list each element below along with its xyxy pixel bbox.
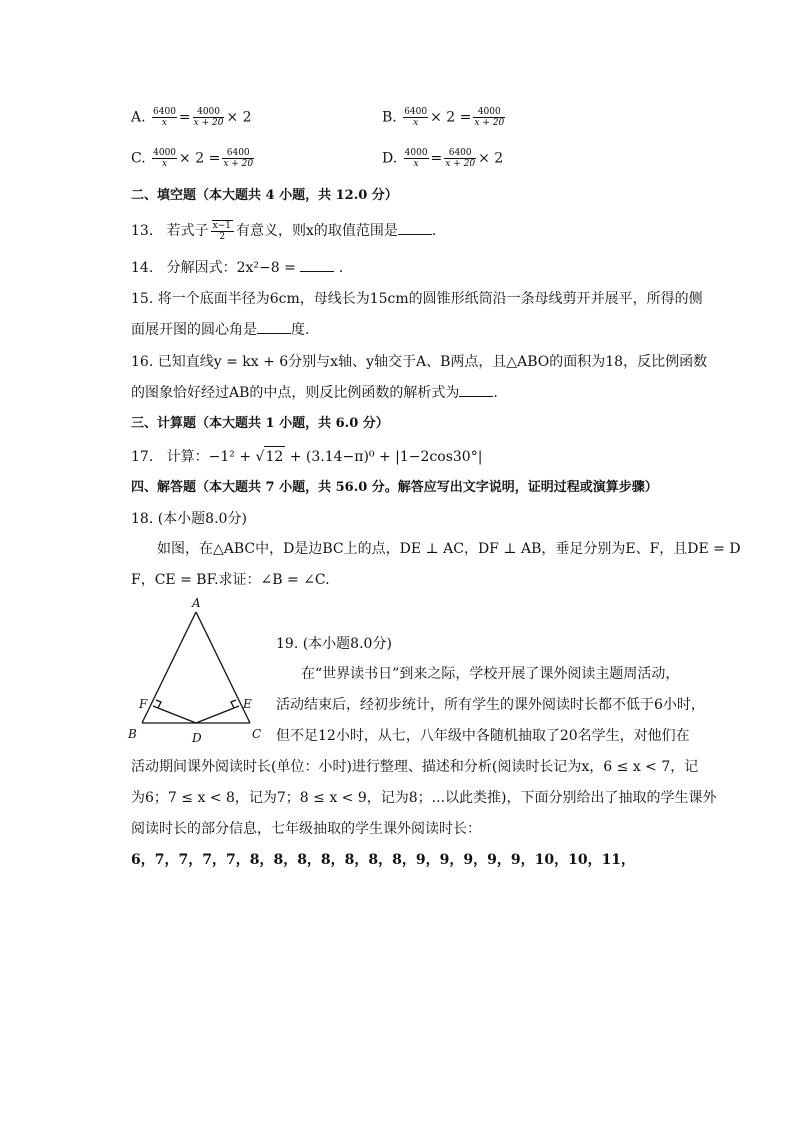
question-19-line5: 为6；7 ≤ x < 8，记为7；8 ≤ x < 9，记为8；...以此类推)，下面分别给出了抽取的学生课外	[131, 790, 717, 806]
question-18-line2: F，CE = BF.求证：∠B = ∠C.	[131, 572, 330, 588]
question-19-data: 6，7，7，7，7，8，8，8，8，8，8，8，9，9，9，9，9，10，10，11，	[131, 852, 636, 868]
vertex-label-d: D	[192, 731, 202, 745]
option-a: A. $\frac{6400}{x}$ = $\frac{4000}{x + 20}$ × 2	[131, 107, 252, 128]
option-c: C. $\frac{4000}{x}$ × 2 = $\frac{6400}{x + 20}$	[131, 148, 254, 169]
question-16-line1: 16. 已知直线y = kx + 6分别与x轴、y轴交于A、B两点，且△ABO的面积为18，反比例函数	[131, 354, 708, 370]
question-19-line2: 活动结束后，经初步统计，所有学生的课外阅读时长都不低于6小时，	[276, 697, 705, 713]
question-17: 17. 计算：−1² + √12 + (3.14−π)⁰ + |1−2cos30°|	[131, 446, 482, 467]
section-heading-fill-blank: 二、填空题（本大题共 4 小题，共 12.0 分）	[131, 188, 398, 203]
question-19-line1: 在“世界读书日”到来之际，学校开展了课外阅读主题周活动，	[301, 666, 680, 682]
vertex-label-b: B	[128, 727, 137, 741]
vertex-label-e: E	[243, 697, 252, 711]
question-19-line4: 活动期间课外阅读时长(单位：小时)进行整理、描述和分析(阅读时长记为x，6 ≤ x < 7，记	[131, 759, 699, 775]
question-15-line1: 15. 将一个底面半径为6cm，母线长为15cm的圆锥形纸筒沿一条母线剪开并展平，所得的侧	[131, 291, 703, 307]
vertex-label-a: A	[192, 596, 201, 610]
question-19-line6: 阅读时长的部分信息，七年级抽取的学生课外阅读时长：	[131, 821, 481, 837]
question-13: 13. 若式子 $\frac{x-1}{2}$ 有意义，则x的取值范围是 .	[131, 221, 437, 242]
question-18-line1: 如图，在△ABC中，D是边BC上的点，DE ⊥ AC，DF ⊥ AB，垂足分别为E、F，且DE = D	[157, 541, 741, 557]
question-16-line2: 的图象恰好经过AB的中点，则反比例函数的解析式为 .	[131, 385, 498, 401]
option-d: D. $\frac{4000}{x}$ = $\frac{6400}{x + 20}$ × 2	[382, 148, 504, 169]
question-18-header: 18. (本小题8.0分)	[131, 511, 247, 527]
vertex-label-f: F	[139, 697, 148, 711]
section-heading-answer: 四、解答题（本大题共 7 小题，共 56.0 分。解答应写出文字说明，证明过程或演算步骤）	[131, 480, 658, 495]
question-19-line3: 但不足12小时，从七，八年级中各随机抽取了20名学生，对他们在	[276, 728, 690, 744]
triangle-figure	[120, 596, 270, 746]
question-14: 14. 分解因式：2x²−8 = .	[131, 260, 344, 276]
option-b: B. $\frac{6400}{x}$ × 2 = $\frac{4000}{x + 20}$	[382, 107, 505, 128]
vertex-label-c: C	[252, 727, 262, 741]
triangle-diagram	[120, 596, 270, 746]
section-heading-calculation: 三、计算题（本大题共 1 小题，共 6.0 分）	[131, 416, 389, 431]
question-15-line2: 面展开图的圆心角是 度.	[131, 322, 310, 338]
question-19-header: 19. (本小题8.0分)	[276, 636, 392, 652]
